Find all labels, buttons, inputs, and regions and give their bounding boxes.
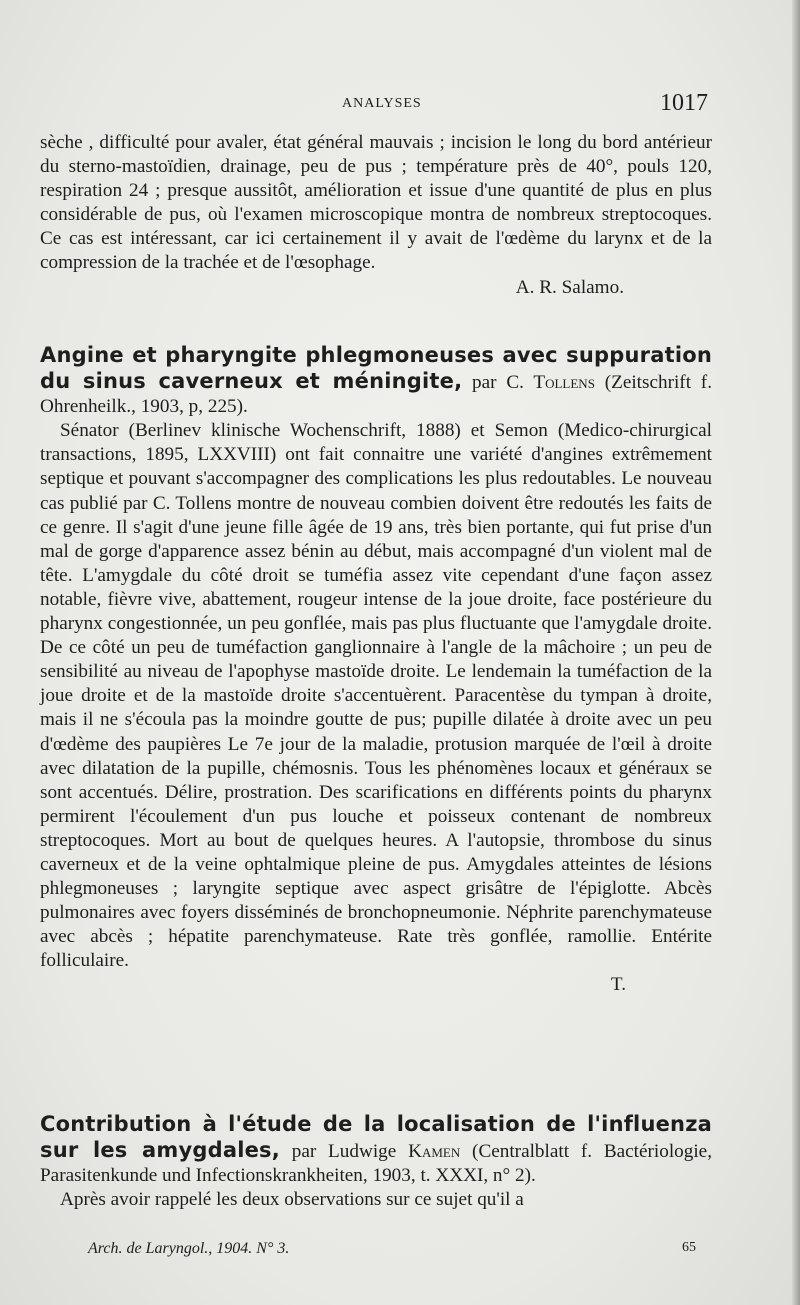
article-2-body: Sénator (Berlinev klinische Wochenschrift, 1888) et Semon (Medico-chirurgical transactions, 1895, LXXVIII) ont fait connaitre une variété d'angines extrêmement septique et pouvant s'accompagner des complications les plus redoutables. Le nouveau cas publié par C. Tollens montre de nouveau combien doivent être redoutés les faits de ce genre. Il s'agit d'une jeune fille âgée de 19 ans, très bien portante, qui fut prise d'un mal de gorge d'apparence assez bénin au début, mais accompagné d'un violent mal de tête. L'amygdale du côté droit se tuméfia assez vite cependant d'une façon assez notable, fièvre vive, abattement, rougeur intense de la joue droite, face postérieure du pharynx congestionnée, un peu gonflée, mais pas plus fluctuante que l'amygdale droite. De ce côté un peu de tuméfaction ganglionnaire à l'angle de la mâchoire ; un peu de sensibilité au niveau de l'apophyse mastoïde droite. Le lendemain la tuméfaction de la joue droite et de la mastoïde droite s'accentuèrent. Paracentèse du tympan à droite, mais il ne s'écoula pas la moindre goutte de pus; pupille dilatée à droite avec un peu d'œdème des paupières Le 7e jour de la maladie, protusion marquée de l'œil à droite avec dilatation de la pupille, chémosnis. Tous les phénomènes locaux et généraux se sont accentués. Délire, prostration. Des scarifications en différents points du pharynx permirent l'écoulement d'un pus louche et poisseux contenant de nombreux streptocoques. Mort au bout de quelques heures. A l'autopsie, thrombose du sinus caverneux et de la veine ophtalmique pleine de pus. Amygdales atteintes de lésions phlegmoneuses ; laryngite septique avec aspect grisâtre de l'épiglotte. Abcès pulmonaires avec foyers disséminés de bronchopneumonie. Néphrite parenchymateuse avec abcès ; hépatite parenchymateuse. Rate très gonflée, ramollie. Entérite folliculaire. [40,420,712,972]
footer-journal: Arch. de Laryngol., 1904. N° 3. [88,1240,290,1257]
article-2-heading [40,343,712,419]
article-3-source: (Centralblatt f. Bactériologie, Parasitenkunde und Infectionskrankheiten, 1903, t. XXXI, n° 2). [40,1141,712,1187]
article-3-title: Contribution à l'étude de la localisation de l'influenza sur les amygdales, [40,1112,712,1163]
article-3-by: par Ludwige [279,1141,409,1163]
article-2 [40,343,712,998]
article-3-author: Kamen [408,1141,461,1163]
article-3 [40,1112,712,1212]
page-edge-shadow [792,0,800,1305]
article-2-source: (Zeitschrift f. Ohrenheilk., 1903, p, 225). [40,372,712,418]
footer-folio: 65 [682,1240,696,1255]
article-1-body: sèche , difficulté pour avaler, état général mauvais ; incision le long du bord antérieur du sterno-mastoïdien, drainage, peu de pus ; température près de 40°, pouls 120, respiration 24 ; presque aussitôt, amélioration et issue d'une quantité de plus en plus considérable de pus, où l'examen microscopique montra de nombreux streptocoques. Ce cas est intéressant, car ici certainement il y avait de l'œdème du larynx et de la compression de la trachée et de l'œsophage. [40,132,712,274]
article-2-author: C. Tollens [506,372,595,394]
page-number: 1017 [660,90,708,116]
article-3-heading [40,1112,712,1188]
page-footer [88,1240,708,1258]
running-title: ANALYSES [342,96,422,111]
article-1-signature: A. R. Salamo. [515,276,624,298]
article-3-body: Après avoir rappelé les deux observations sur ce sujet qu'il a [60,1189,524,1211]
page-header [0,92,800,122]
article-2-title: Angine et pharyngite phlegmoneuses avec suppuration du sinus caverneux et méningite, [40,343,712,394]
article-1 [40,131,712,300]
article-2-signature: T. [610,974,626,996]
article-2-by: par [462,372,507,394]
